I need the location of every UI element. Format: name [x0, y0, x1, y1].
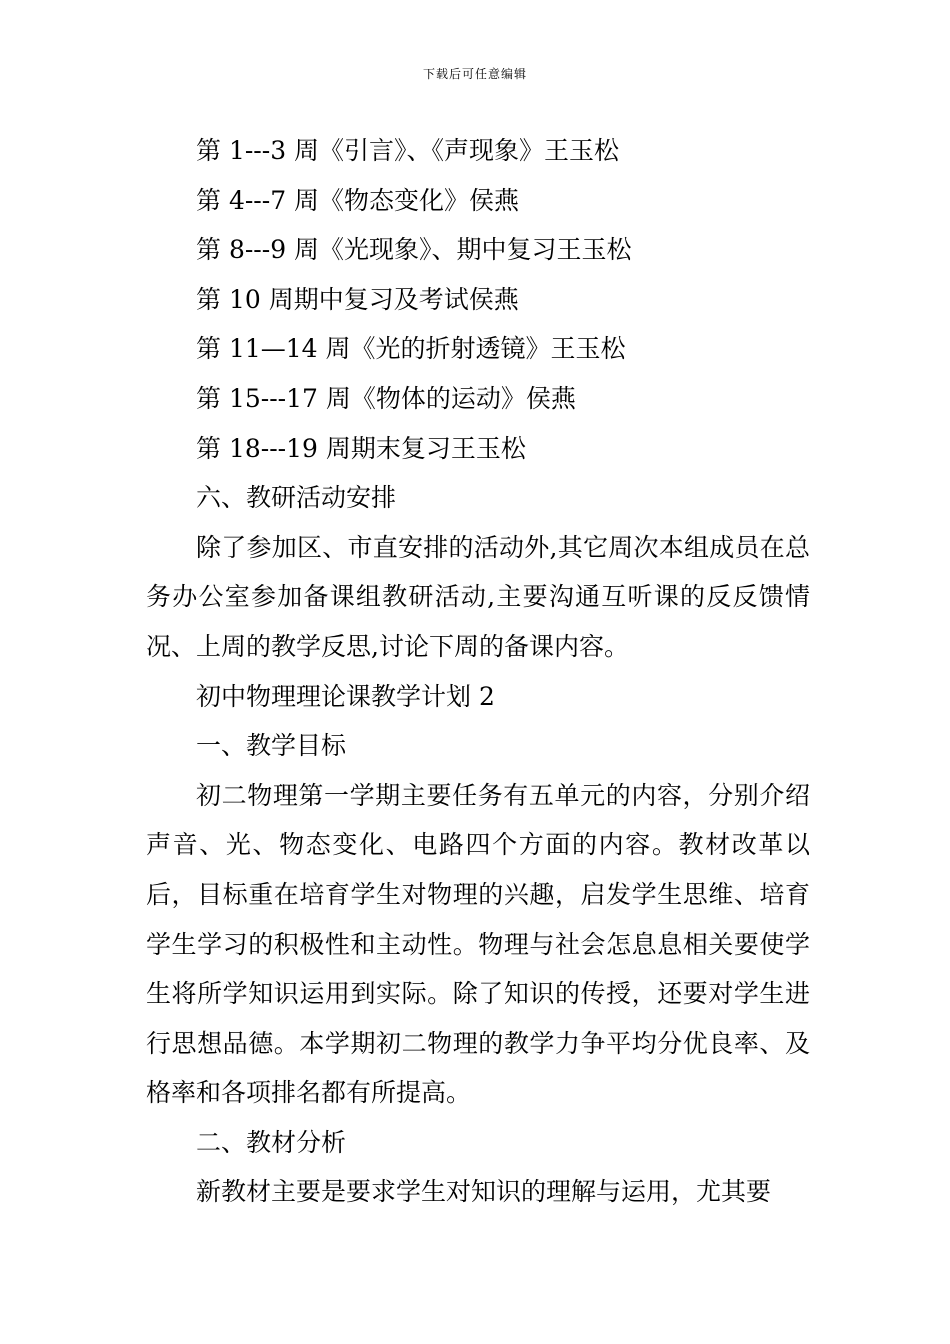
- research-paragraph: 除了参加区、市直安排的活动外,其它周次本组成员在总务办公室参加备课组教研活动,主要沟通互听课的反反馈情况、上周的教学反思,讨论下周的备课内容。: [146, 532, 810, 661]
- section-heading-research: 六、教研活动安排: [196, 483, 397, 513]
- schedule-item: 第 11—14 周《光的折射透镜》王玉松: [196, 334, 626, 364]
- schedule-item: 第 1---3 周《引言》、《声现象》王玉松: [196, 136, 620, 165]
- schedule-item: 第 18---19 周期末复习王玉松: [196, 433, 526, 463]
- goals-paragraph: 初二物理第一学期主要任务有五单元的内容，分别介绍声音、光、物态变化、电路四个方面的内容。教材改革以后，目标重在培育学生对物理的兴趣，启发学生思维、培育学生学习的积极性和主动性。物理与社会怎息息相关要使学生将所学知识运用到实际。除了知识的传授，还要对学生进行思想品德。本学期初二物理的教学力争平均分优良率、及格率和各项排名都有所提高。: [146, 780, 810, 1108]
- section-heading-analysis: 二、教材分析: [196, 1127, 347, 1157]
- page-header: 下载后可任意编辑: [422, 67, 527, 81]
- document-body: [146, 126, 810, 1217]
- schedule-item: 第 8---9 周《光现象》、期中复习王玉松: [196, 235, 632, 265]
- schedule-item: 第 10 周期中复习及考试侯燕: [196, 284, 519, 314]
- schedule-item: 第 4---7 周《物态变化》侯燕: [196, 185, 520, 215]
- section-heading-goals: 一、教学目标: [196, 731, 347, 761]
- analysis-paragraph: 新教材主要是要求学生对知识的理解与运用，尤其要: [196, 1177, 772, 1207]
- plan-title: 初中物理理论课教学计划 2: [196, 681, 495, 711]
- schedule-item: 第 15---17 周《物体的运动》侯燕: [196, 383, 576, 413]
